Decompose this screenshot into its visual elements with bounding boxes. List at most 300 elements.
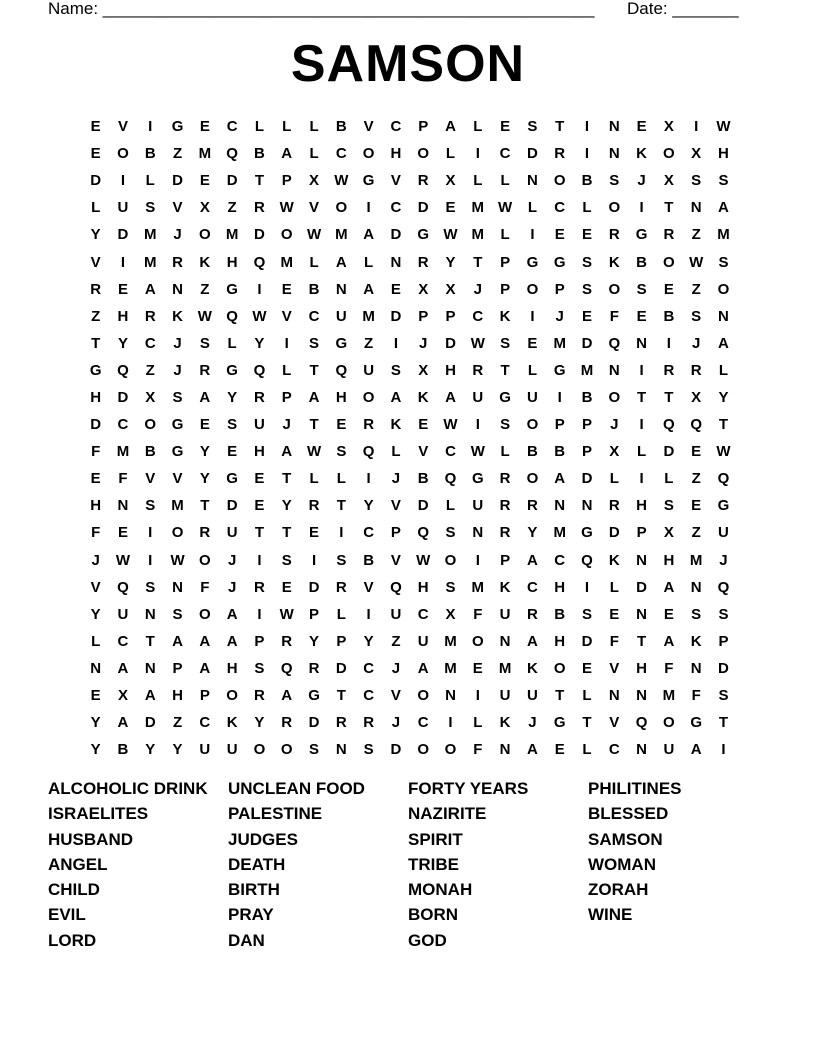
grid-letter: J xyxy=(173,334,182,352)
grid-letter: L xyxy=(282,361,292,379)
grid-letter: G xyxy=(635,226,648,244)
grid-letter: L xyxy=(254,118,265,136)
grid-letter: J xyxy=(419,334,428,352)
grid-letter: R xyxy=(417,172,429,190)
grid-letter: K xyxy=(199,253,211,271)
grid-letter: R xyxy=(90,280,102,298)
grid-letter: G xyxy=(553,361,566,379)
grid-letter: O xyxy=(253,741,266,759)
grid-letter: Z xyxy=(391,632,401,650)
grid-letter: M xyxy=(171,497,184,515)
grid-row xyxy=(82,194,737,221)
grid-letter: K xyxy=(390,416,402,434)
grid-letter: N xyxy=(499,632,511,650)
word-list-item: BLESSED xyxy=(588,804,669,824)
grid-letter: N xyxy=(636,334,647,352)
grid-letter: C xyxy=(554,551,566,569)
grid-letter: D xyxy=(117,388,129,406)
grid-letter: E xyxy=(581,659,592,677)
grid-letter: A xyxy=(281,145,293,163)
grid-letter: Z xyxy=(691,524,701,542)
grid-letter: R xyxy=(526,497,538,515)
grid-letter: O xyxy=(280,741,293,759)
grid-letter: L xyxy=(473,118,483,136)
grid-letter: L xyxy=(282,118,292,136)
grid-letter: W xyxy=(443,226,458,244)
grid-letter: A xyxy=(281,443,293,461)
grid-row xyxy=(82,492,737,519)
grid-letter: L xyxy=(500,226,510,244)
grid-letter: P xyxy=(445,307,456,325)
grid-letter: Y xyxy=(90,714,101,732)
grid-letter: C xyxy=(363,687,375,705)
grid-letter: C xyxy=(335,145,347,163)
grid-letter: N xyxy=(690,578,702,596)
grid-letter: P xyxy=(718,632,729,650)
grid-letter: O xyxy=(280,226,293,244)
grid-letter: O xyxy=(553,659,566,677)
grid-letter: P xyxy=(581,443,592,461)
grid-letter: X xyxy=(663,172,674,190)
grid-letter: E xyxy=(554,226,565,244)
grid-letter: H xyxy=(718,145,729,163)
grid-letter: E xyxy=(90,470,101,488)
grid-letter: U xyxy=(363,361,375,379)
word-list-item: SPIRIT xyxy=(408,829,463,849)
grid-letter: C xyxy=(554,199,566,217)
grid-letter: D xyxy=(581,632,593,650)
grid-letter: K xyxy=(690,632,702,650)
grid-letter: I xyxy=(694,118,699,136)
grid-letter: V xyxy=(390,551,401,569)
grid-letter: I xyxy=(584,578,590,596)
grid-letter: Y xyxy=(445,253,456,271)
word-list-item: HUSBAND xyxy=(48,829,133,849)
grid-letter: Q xyxy=(717,470,730,488)
grid-letter: N xyxy=(499,741,511,759)
grid-letter: D xyxy=(581,334,593,352)
grid-letter: H xyxy=(663,551,675,569)
grid-letter: Y xyxy=(527,524,538,542)
grid-letter: R xyxy=(335,714,347,732)
grid-letter: L xyxy=(309,253,319,271)
grid-letter: N xyxy=(636,741,647,759)
word-list-column xyxy=(408,778,588,955)
grid-letter: R xyxy=(690,361,702,379)
grid-letter: E xyxy=(691,443,702,461)
word-list-item: JUDGES xyxy=(228,829,298,849)
grid-letter: G xyxy=(171,443,184,461)
grid-letter: M xyxy=(143,226,157,244)
grid-row xyxy=(82,601,737,628)
grid-letter: V xyxy=(172,470,183,488)
grid-letter: H xyxy=(636,497,647,515)
grid-letter: P xyxy=(418,307,429,325)
grid-letter: T xyxy=(582,714,592,732)
grid-letter: E xyxy=(199,172,210,190)
grid-letter: I xyxy=(366,199,371,217)
grid-letter: S xyxy=(281,551,292,569)
grid-letter: F xyxy=(91,443,101,461)
grid-letter: F xyxy=(473,741,483,759)
grid-letter: E xyxy=(117,280,128,298)
grid-letter: I xyxy=(530,307,535,325)
grid-letter: K xyxy=(499,578,511,596)
grid-letter: H xyxy=(226,659,238,677)
grid-letter: O xyxy=(117,145,129,163)
grid-letter: Q xyxy=(390,578,402,596)
grid-letter: O xyxy=(171,524,184,542)
grid-letter: D xyxy=(335,659,347,677)
grid-letter: S xyxy=(172,605,183,623)
word-list-item: ANGEL xyxy=(48,854,108,874)
grid-row xyxy=(82,465,737,492)
grid-letter: L xyxy=(91,199,101,217)
grid-letter: W xyxy=(716,118,731,136)
grid-letter: N xyxy=(526,172,538,190)
grid-letter: I xyxy=(475,687,480,705)
word-list-item: EVIL xyxy=(48,905,86,925)
grid-letter: U xyxy=(117,199,129,217)
grid-letter: Q xyxy=(417,524,430,542)
grid-letter: E xyxy=(90,118,101,136)
grid-letter: N xyxy=(172,578,183,596)
grid-letter: B xyxy=(417,470,429,488)
grid-letter: N xyxy=(690,659,702,677)
grid-letter: C xyxy=(363,659,375,677)
grid-letter: D xyxy=(254,226,265,244)
word-list xyxy=(48,778,768,955)
grid-letter: D xyxy=(390,307,402,325)
grid-letter: P xyxy=(390,524,401,542)
grid-letter: A xyxy=(363,280,375,298)
grid-letter: J xyxy=(173,226,182,244)
grid-letter: M xyxy=(335,226,348,244)
grid-letter: M xyxy=(143,253,157,271)
grid-letter: T xyxy=(254,524,265,542)
grid-letter: N xyxy=(335,741,347,759)
grid-letter: L xyxy=(527,361,537,379)
grid-letter: I xyxy=(366,605,371,623)
grid-letter: Q xyxy=(663,416,675,434)
grid-letter: V xyxy=(609,714,620,732)
grid-letter: S xyxy=(390,361,401,379)
grid-letter: U xyxy=(718,524,729,542)
grid-letter: I xyxy=(257,280,262,298)
grid-letter: M xyxy=(553,524,566,542)
word-list-item: BIRTH xyxy=(228,880,280,900)
grid-letter: I xyxy=(120,172,126,190)
grid-letter: I xyxy=(366,470,371,488)
grid-letter: W xyxy=(334,172,349,190)
grid-letter: W xyxy=(252,307,267,325)
grid-letter: H xyxy=(445,361,456,379)
grid-letter: C xyxy=(199,714,211,732)
grid-letter: S xyxy=(227,416,238,434)
grid-letter: G xyxy=(335,334,348,352)
grid-letter: P xyxy=(199,687,210,705)
grid-letter: O xyxy=(417,145,430,163)
grid-letter: D xyxy=(226,172,238,190)
grid-letter: D xyxy=(718,659,729,677)
word-list-item: PALESTINE xyxy=(228,804,323,824)
grid-letter: L xyxy=(582,199,592,217)
grid-letter: N xyxy=(554,497,566,515)
grid-letter: X xyxy=(663,524,674,542)
grid-letter: Q xyxy=(226,145,238,163)
grid-letter: C xyxy=(445,443,456,461)
grid-letter: M xyxy=(717,226,730,244)
grid-letter: M xyxy=(116,443,130,461)
grid-letter: G xyxy=(89,361,102,379)
grid-letter: A xyxy=(718,334,729,352)
grid-letter: Q xyxy=(335,361,348,379)
grid-letter: S xyxy=(309,741,320,759)
name-field-label: Name: ____________________________________________________ xyxy=(48,0,595,18)
grid-letter: P xyxy=(281,172,292,190)
grid-letter: Q xyxy=(280,659,293,677)
grid-letter: B xyxy=(117,741,129,759)
grid-letter: V xyxy=(117,118,128,136)
grid-letter: O xyxy=(226,687,238,705)
grid-letter: V xyxy=(172,199,183,217)
grid-letter: N xyxy=(608,361,620,379)
grid-letter: L xyxy=(145,172,155,190)
grid-letter: I xyxy=(639,470,644,488)
grid-letter: T xyxy=(637,632,647,650)
grid-letter: P xyxy=(581,416,592,434)
word-list-item: ISRAELITES xyxy=(48,804,149,824)
grid-letter: R xyxy=(172,253,183,271)
grid-letter: U xyxy=(226,741,238,759)
grid-letter: C xyxy=(472,307,484,325)
grid-letter: E xyxy=(418,416,429,434)
grid-letter: I xyxy=(639,199,644,217)
grid-letter: I xyxy=(257,551,262,569)
grid-letter: D xyxy=(390,741,402,759)
grid-letter: X xyxy=(445,172,456,190)
grid-letter: C xyxy=(526,578,538,596)
grid-letter: S xyxy=(145,497,156,515)
page-title: SAMSON xyxy=(290,35,526,93)
grid-letter: S xyxy=(663,497,674,515)
word-list-item: PHILITINES xyxy=(588,779,682,798)
grid-letter: E xyxy=(663,280,674,298)
grid-letter: V xyxy=(90,578,101,596)
grid-letter: N xyxy=(636,551,647,569)
grid-letter: J xyxy=(555,307,564,325)
grid-letter: I xyxy=(584,118,590,136)
grid-letter: J xyxy=(391,714,401,732)
grid-letter: N xyxy=(144,659,156,677)
grid-letter: V xyxy=(363,578,374,596)
grid-letter: O xyxy=(471,632,484,650)
grid-letter: V xyxy=(90,253,101,271)
grid-letter: E xyxy=(527,334,538,352)
grid-letter: U xyxy=(199,741,211,759)
grid-letter: L xyxy=(445,497,456,515)
grid-letter: E xyxy=(691,497,702,515)
grid-letter: C xyxy=(308,307,320,325)
grid-row xyxy=(82,736,737,763)
grid-letter: F xyxy=(91,524,101,542)
grid-letter: M xyxy=(362,307,375,325)
grid-letter: M xyxy=(498,659,512,677)
grid-letter: E xyxy=(472,659,483,677)
grid-letter: B xyxy=(663,307,675,325)
grid-letter: L xyxy=(609,578,619,596)
grid-letter: U xyxy=(472,388,484,406)
grid-letter: C xyxy=(144,334,156,352)
grid-letter: O xyxy=(417,741,430,759)
grid-row xyxy=(82,113,737,140)
grid-letter: P xyxy=(309,605,320,623)
grid-letter: N xyxy=(608,145,620,163)
grid-letter: Y xyxy=(199,443,210,461)
grid-letter: A xyxy=(526,741,538,759)
grid-letter: O xyxy=(199,605,211,623)
grid-letter: D xyxy=(90,172,102,190)
grid-letter: I xyxy=(257,605,262,623)
grid-letter: U xyxy=(390,605,402,623)
grid-letter: R xyxy=(663,226,675,244)
grid-letter: B xyxy=(144,145,156,163)
grid-letter: K xyxy=(172,307,183,325)
word-list-item: SAMSON xyxy=(588,829,663,849)
grid-letter: A xyxy=(445,388,456,406)
grid-letter: E xyxy=(390,280,401,298)
grid-letter: A xyxy=(718,199,729,217)
grid-letter: V xyxy=(363,118,374,136)
grid-row xyxy=(82,628,737,655)
grid-letter: Y xyxy=(199,470,210,488)
grid-letter: U xyxy=(663,741,675,759)
grid-letter: L xyxy=(582,741,592,759)
grid-letter: Y xyxy=(90,741,101,759)
grid-letter: C xyxy=(117,632,129,650)
grid-letter: X xyxy=(145,388,156,406)
grid-letter: T xyxy=(473,253,483,271)
grid-letter: K xyxy=(608,253,620,271)
grid-letter: O xyxy=(608,388,621,406)
grid-row xyxy=(82,574,737,601)
grid-letter: S xyxy=(527,118,538,136)
grid-letter: I xyxy=(475,416,480,434)
grid-letter: I xyxy=(639,361,644,379)
grid-letter: W xyxy=(716,443,731,461)
word-search-grid xyxy=(82,113,737,763)
grid-letter: M xyxy=(689,551,703,569)
grid-letter: M xyxy=(444,659,457,677)
grid-letter: E xyxy=(90,687,101,705)
grid-letter: L xyxy=(309,145,319,163)
grid-letter: R xyxy=(254,687,265,705)
grid-letter: E xyxy=(199,118,210,136)
grid-letter: Q xyxy=(635,714,648,732)
grid-letter: S xyxy=(363,741,374,759)
grid-letter: J xyxy=(719,551,728,569)
grid-letter: M xyxy=(471,226,485,244)
grid-letter: S xyxy=(718,253,729,271)
grid-letter: H xyxy=(90,388,102,406)
grid-letter: A xyxy=(117,714,129,732)
grid-letter: C xyxy=(390,118,402,136)
grid-row xyxy=(82,547,737,574)
grid-letter: U xyxy=(417,632,429,650)
grid-letter: T xyxy=(718,416,729,434)
grid-letter: I xyxy=(284,334,289,352)
grid-letter: T xyxy=(309,416,319,434)
grid-row xyxy=(82,357,737,384)
grid-letter: W xyxy=(470,334,485,352)
grid-letter: Y xyxy=(281,497,292,515)
grid-letter: S xyxy=(691,172,702,190)
grid-letter: G xyxy=(717,497,730,515)
grid-letter: V xyxy=(390,172,401,190)
grid-letter: P xyxy=(418,118,429,136)
grid-letter: D xyxy=(226,497,238,515)
grid-letter: E xyxy=(309,524,320,542)
grid-letter: I xyxy=(557,388,562,406)
grid-letter: D xyxy=(117,226,129,244)
grid-letter: O xyxy=(199,551,211,569)
grid-letter: W xyxy=(115,551,131,569)
grid-letter: B xyxy=(554,443,566,461)
grid-letter: Q xyxy=(690,416,703,434)
grid-row xyxy=(82,303,737,330)
grid-letter: L xyxy=(91,632,101,650)
grid-letter: H xyxy=(90,497,102,515)
grid-letter: F xyxy=(664,659,674,677)
grid-letter: T xyxy=(282,470,292,488)
grid-letter: G xyxy=(226,470,238,488)
word-list-item: DEATH xyxy=(228,854,286,874)
grid-letter: P xyxy=(500,551,511,569)
grid-letter: R xyxy=(254,388,265,406)
word-list-item: FORTY YEARS xyxy=(408,779,529,798)
grid-letter: E xyxy=(581,307,592,325)
grid-letter: C xyxy=(226,118,238,136)
grid-letter: W xyxy=(689,253,704,271)
grid-letter: Z xyxy=(691,470,701,488)
grid-letter: I xyxy=(448,714,453,732)
grid-letter: A xyxy=(144,280,156,298)
grid-letter: G xyxy=(226,361,238,379)
grid-letter: O xyxy=(444,741,457,759)
grid-letter: B xyxy=(581,388,593,406)
grid-letter: T xyxy=(664,388,674,406)
grid-letter: I xyxy=(721,741,726,759)
grid-letter: L xyxy=(718,361,729,379)
grid-letter: Y xyxy=(254,714,265,732)
grid-letter: N xyxy=(608,687,620,705)
grid-letter: Q xyxy=(117,361,129,379)
grid-letter: J xyxy=(391,659,401,677)
grid-letter: S xyxy=(581,280,592,298)
grid-letter: W xyxy=(416,551,431,569)
grid-letter: C xyxy=(417,605,429,623)
grid-letter: L xyxy=(336,470,346,488)
grid-letter: N xyxy=(718,307,729,325)
word-list-item: TRIBE xyxy=(408,854,459,874)
grid-letter: C xyxy=(499,145,511,163)
grid-letter: J xyxy=(610,416,619,434)
grid-letter: D xyxy=(636,578,647,596)
grid-letter: A xyxy=(144,687,156,705)
grid-letter: G xyxy=(499,388,511,406)
grid-letter: L xyxy=(527,199,537,217)
grid-letter: B xyxy=(254,145,265,163)
